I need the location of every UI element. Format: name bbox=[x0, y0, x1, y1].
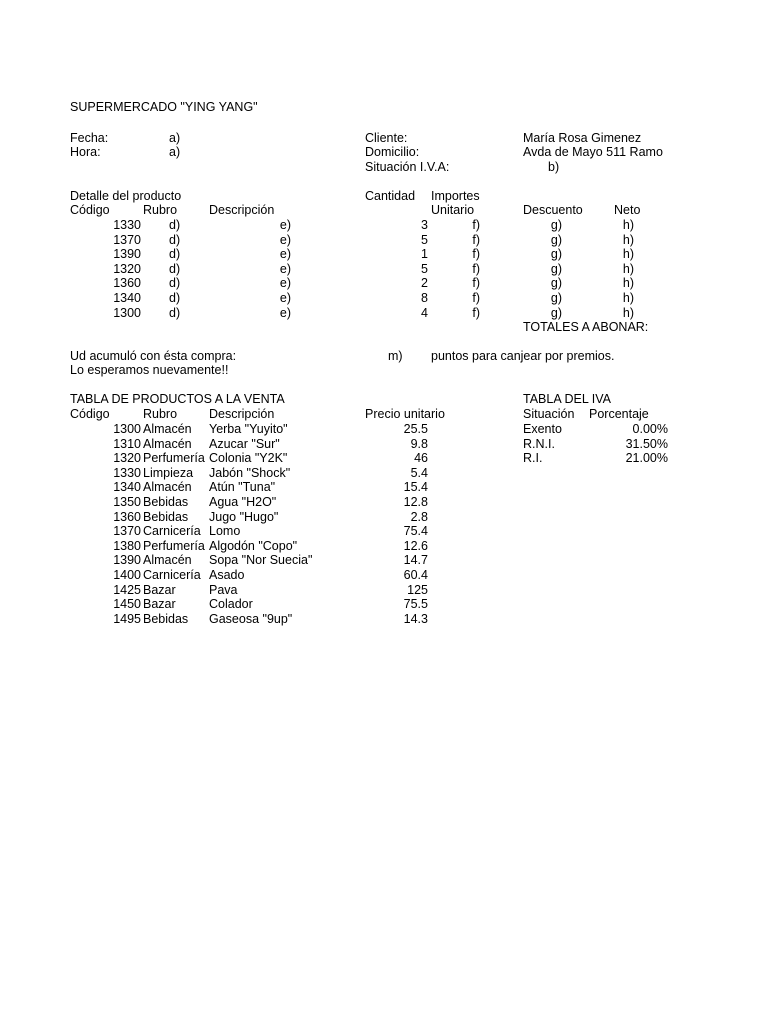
producto-precio: 60.4 bbox=[403, 568, 428, 582]
producto-descripcion: Pava bbox=[209, 582, 238, 597]
producto-descripcion: Asado bbox=[209, 568, 245, 582]
detalle-neto: h) bbox=[622, 305, 634, 320]
detalle-codigo: 1360 bbox=[113, 276, 141, 291]
fecha-label: Fecha: bbox=[70, 131, 109, 145]
detalle-descuento: g) bbox=[550, 247, 562, 262]
detalle-descuento: g) bbox=[550, 218, 562, 232]
producto-descripcion: Jabón "Shock" bbox=[209, 465, 291, 480]
detalle-cantidad: 4 bbox=[421, 305, 428, 320]
despedida-text: Lo esperamos nuevamente!! bbox=[70, 363, 229, 377]
productos-title: TABLA DE PRODUCTOS A LA VENTA bbox=[70, 392, 285, 406]
producto-codigo: 1360 bbox=[113, 509, 141, 524]
detalle-unitario: f) bbox=[472, 305, 480, 320]
producto-descripcion: Gaseosa "9up" bbox=[209, 611, 293, 626]
detalle-unitario: f) bbox=[472, 276, 480, 291]
detalle-neto: h) bbox=[622, 261, 634, 276]
productos-header-rubro: Rubro bbox=[143, 407, 178, 421]
producto-codigo: 1310 bbox=[113, 436, 141, 451]
producto-codigo: 1380 bbox=[113, 538, 141, 553]
producto-codigo: 1370 bbox=[113, 524, 141, 539]
producto-precio: 12.6 bbox=[403, 538, 428, 553]
detalle-descuento: g) bbox=[550, 276, 562, 291]
detalle-title: Detalle del producto bbox=[70, 189, 182, 203]
detalle-cantidad: 1 bbox=[421, 247, 428, 262]
detalle-unitario: f) bbox=[472, 261, 480, 276]
detalle-descripcion: e) bbox=[279, 305, 291, 320]
detalle-rubro: d) bbox=[169, 261, 181, 276]
detalle-unitario: f) bbox=[472, 232, 480, 247]
producto-descripcion: Jugo "Hugo" bbox=[209, 509, 279, 524]
producto-codigo: 1390 bbox=[113, 553, 141, 568]
iva-porcentaje: 31.50% bbox=[625, 436, 668, 451]
detalle-descripcion: e) bbox=[279, 276, 291, 291]
detalle-rubro: d) bbox=[169, 232, 181, 247]
hora-label: Hora: bbox=[70, 145, 101, 159]
producto-precio: 25.5 bbox=[403, 422, 428, 436]
detalle-neto: h) bbox=[622, 247, 634, 262]
producto-precio: 125 bbox=[407, 582, 428, 597]
detalle-cantidad: 2 bbox=[421, 276, 428, 291]
detalle-header-descuento: Descuento bbox=[523, 203, 583, 217]
detalle-header-neto: Neto bbox=[614, 203, 641, 217]
producto-codigo: 1425 bbox=[113, 582, 141, 597]
cliente-label: Cliente: bbox=[365, 131, 408, 145]
producto-precio: 14.3 bbox=[403, 611, 428, 626]
producto-codigo: 1300 bbox=[113, 422, 141, 436]
iva-situacion: Exento bbox=[523, 422, 562, 436]
producto-rubro: Carnicería bbox=[143, 568, 201, 582]
producto-codigo: 1350 bbox=[113, 495, 141, 509]
producto-rubro: Bazar bbox=[143, 597, 176, 612]
producto-rubro: Bebidas bbox=[143, 611, 189, 626]
detalle-header-descripcion: Descripción bbox=[209, 203, 275, 217]
producto-codigo: 1330 bbox=[113, 465, 141, 480]
detalle-descuento: g) bbox=[550, 305, 562, 320]
detalle-unitario: f) bbox=[472, 291, 480, 305]
producto-descripcion: Colador bbox=[209, 597, 253, 612]
producto-precio: 2.8 bbox=[410, 509, 428, 524]
producto-precio: 75.4 bbox=[403, 524, 428, 539]
totales-label: TOTALES A ABONAR: bbox=[523, 320, 649, 334]
detalle-rubro: d) bbox=[169, 218, 181, 232]
producto-precio: 9.8 bbox=[410, 436, 428, 451]
detalle-header-unitario: Unitario bbox=[431, 203, 475, 217]
producto-codigo: 1320 bbox=[113, 451, 141, 466]
producto-descripcion: Colonia "Y2K" bbox=[209, 451, 288, 466]
iva-header-porcentaje: Porcentaje bbox=[589, 407, 649, 421]
detalle-neto: h) bbox=[622, 291, 634, 305]
producto-descripcion: Agua "H2O" bbox=[209, 495, 277, 509]
detalle-descuento: g) bbox=[550, 291, 562, 305]
detalle-header-rubro: Rubro bbox=[143, 203, 178, 217]
producto-descripcion: Atún "Tuna" bbox=[209, 480, 276, 495]
producto-rubro: Almacén bbox=[143, 480, 192, 495]
cliente-value: María Rosa Gimenez bbox=[523, 131, 642, 145]
detalle-neto: h) bbox=[622, 232, 634, 247]
detalle-rubro: d) bbox=[169, 276, 181, 291]
iva-title: TABLA DEL IVA bbox=[523, 392, 612, 406]
detalle-descripcion: e) bbox=[279, 261, 291, 276]
producto-rubro: Perfumería bbox=[143, 538, 205, 553]
detalle-codigo: 1390 bbox=[113, 247, 141, 262]
iva-situacion: R.N.I. bbox=[523, 436, 555, 451]
producto-descripcion: Algodón "Copo" bbox=[209, 538, 298, 553]
detalle-unitario: f) bbox=[472, 247, 480, 262]
detalle-cantidad: 5 bbox=[421, 232, 428, 247]
producto-codigo: 1400 bbox=[113, 568, 141, 582]
producto-precio: 46 bbox=[414, 451, 428, 466]
producto-rubro: Almacén bbox=[143, 436, 192, 451]
producto-rubro: Limpieza bbox=[143, 465, 194, 480]
detalle-codigo: 1340 bbox=[113, 291, 141, 305]
situacion-iva-label: Situación I.V.A: bbox=[365, 160, 450, 174]
puntos-value: m) bbox=[388, 349, 403, 363]
detalle-descripcion: e) bbox=[279, 232, 291, 247]
acumulo-label: Ud acumuló con ésta compra: bbox=[70, 349, 237, 363]
detalle-neto: h) bbox=[622, 276, 634, 291]
detalle-descuento: g) bbox=[550, 261, 562, 276]
productos-header-precio: Precio unitario bbox=[365, 407, 445, 421]
producto-rubro: Bazar bbox=[143, 582, 176, 597]
detalle-cantidad: 5 bbox=[421, 261, 428, 276]
detalle-header-cantidad: Cantidad bbox=[365, 189, 416, 203]
producto-descripcion: Yerba "Yuyito" bbox=[209, 422, 288, 436]
producto-rubro: Carnicería bbox=[143, 524, 201, 539]
detalle-descripcion: e) bbox=[279, 218, 291, 232]
detalle-codigo: 1320 bbox=[113, 261, 141, 276]
detalle-rubro: d) bbox=[169, 305, 181, 320]
iva-situacion: R.I. bbox=[523, 451, 543, 466]
producto-codigo: 1495 bbox=[113, 611, 141, 626]
detalle-codigo: 1370 bbox=[113, 232, 141, 247]
producto-rubro: Bebidas bbox=[143, 509, 189, 524]
hora-value: a) bbox=[169, 145, 181, 159]
fecha-value: a) bbox=[169, 131, 181, 145]
detalle-descripcion: e) bbox=[279, 247, 291, 262]
detalle-neto: h) bbox=[622, 218, 634, 232]
detalle-cantidad: 8 bbox=[421, 291, 428, 305]
detalle-header-codigo: Código bbox=[70, 203, 110, 217]
producto-descripcion: Sopa "Nor Suecia" bbox=[209, 553, 313, 568]
situacion-iva-value: b) bbox=[548, 160, 560, 174]
page-title: SUPERMERCADO "YING YANG" bbox=[70, 100, 258, 114]
productos-header-codigo: Código bbox=[70, 407, 110, 421]
iva-porcentaje: 0.00% bbox=[632, 422, 668, 436]
producto-precio: 15.4 bbox=[403, 480, 428, 495]
detalle-header-importes: Importes bbox=[431, 189, 480, 203]
detalle-descripcion: e) bbox=[279, 291, 291, 305]
puntos-text: puntos para canjear por premios. bbox=[431, 349, 615, 363]
producto-precio: 12.8 bbox=[403, 495, 428, 509]
iva-porcentaje: 21.00% bbox=[625, 451, 668, 466]
detalle-codigo: 1300 bbox=[113, 305, 141, 320]
producto-precio: 14.7 bbox=[403, 553, 428, 568]
detalle-unitario: f) bbox=[472, 218, 480, 232]
iva-header-situacion: Situación bbox=[523, 407, 575, 421]
detalle-codigo: 1330 bbox=[113, 218, 141, 232]
producto-rubro: Almacén bbox=[143, 553, 192, 568]
producto-descripcion: Lomo bbox=[209, 524, 241, 539]
detalle-descuento: g) bbox=[550, 232, 562, 247]
producto-rubro: Bebidas bbox=[143, 495, 189, 509]
producto-rubro: Perfumería bbox=[143, 451, 205, 466]
detalle-cantidad: 3 bbox=[421, 218, 428, 232]
producto-rubro: Almacén bbox=[143, 422, 192, 436]
productos-header-descripcion: Descripción bbox=[209, 407, 275, 421]
producto-precio: 75.5 bbox=[403, 597, 428, 612]
producto-descripcion: Azucar "Sur" bbox=[209, 436, 280, 451]
detalle-rubro: d) bbox=[169, 247, 181, 262]
producto-precio: 5.4 bbox=[410, 465, 428, 480]
producto-codigo: 1450 bbox=[113, 597, 141, 612]
detalle-rubro: d) bbox=[169, 291, 181, 305]
domicilio-value: Avda de Mayo 511 Ramo bbox=[523, 145, 663, 159]
domicilio-label: Domicilio: bbox=[365, 145, 420, 159]
producto-codigo: 1340 bbox=[113, 480, 141, 495]
